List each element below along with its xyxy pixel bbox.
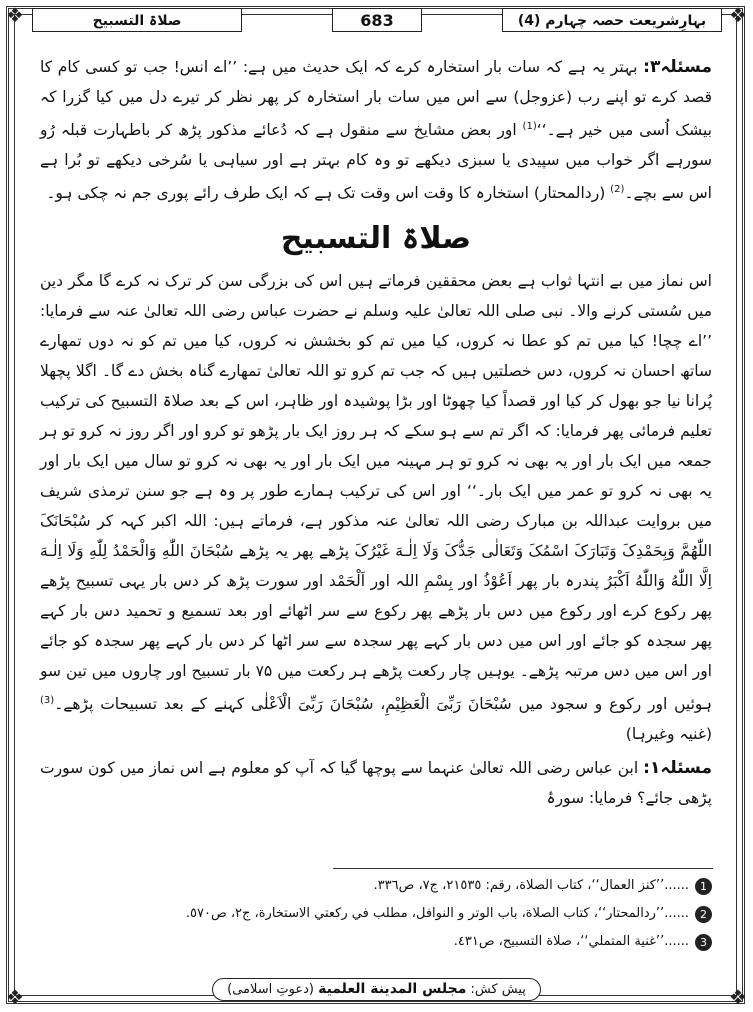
masala-paragraph-3 bbox=[40, 52, 712, 208]
footnote-ref[interactable]: (1) bbox=[522, 121, 537, 132]
corner-ornament-icon: ❖ bbox=[729, 3, 747, 27]
publisher-suffix: (دعوتِ اسلامی) bbox=[227, 982, 314, 997]
footnote-text: ......’’كنز العمال‘‘، كتاب الصلاة، رقم: ٢١٥٣٥، ج٧، ص٣٣٦. bbox=[373, 878, 689, 893]
chapter-title: صلاۃ التسبیح bbox=[32, 8, 242, 32]
footnote-text: ......’’غنية المتملي‘‘، صلاة التسبيح، ص٤٣١. bbox=[453, 934, 689, 949]
masala-label: مسئلہ۳: bbox=[643, 57, 713, 77]
corner-ornament-icon: ❖ bbox=[729, 985, 747, 1009]
corner-ornament-icon: ❖ bbox=[6, 3, 24, 27]
page-body bbox=[40, 52, 712, 813]
paragraph-text: اور بعض مشایخ سے منقول ہے کہ دُعائے مذکور پڑھ کر باطہارت قبلہ رُو سورہے اگر خواب میں سپیدی یا سبزی دیکھے تو وہ کام بہتر ہے اور سیاہی یا سُرخی دیکھے تو بُرا ہے اس سے بچے۔ bbox=[40, 121, 712, 203]
footnote-divider bbox=[333, 868, 713, 869]
footnote-ref[interactable]: (3) bbox=[40, 695, 55, 707]
paragraph-text: بہتر یہ ہے کہ سات بار استخارہ کرے کہ ایک حدیث میں ہے: ’’اے انس! جب تو کسی کام کا قصد کرے تو اپنے رب (عزوجل) سے اس میں سات بار استخارہ کر پھر نظر کر تیرے دل میں کیا گزرا کہ بیشک اُسی میں خیر ہے۔‘‘ bbox=[40, 58, 712, 140]
masala-label: مسئلہ۱: bbox=[643, 758, 712, 779]
masala-paragraph-1 bbox=[40, 753, 712, 813]
page-header bbox=[32, 8, 722, 34]
footnote-item bbox=[40, 928, 712, 956]
page-footer bbox=[0, 978, 753, 1002]
footnote-number: 1 bbox=[695, 878, 712, 895]
publisher-badge bbox=[212, 978, 541, 1001]
paragraph-text: اس نماز میں بے انتہا ثواب ہے بعض محققین فرماتے ہیں اس کی بزرگی سن کر ترک نہ کرے گا مگر دین میں سُستی کرنے والا۔ نبی صلی اللہ تعالیٰ علیہ وسلم نے حضرت عباس رضی اللہ تعالیٰ عنہ سے فرمایا: ’’اے چچا! کیا میں تم کو عطا نہ کروں، کیا میں تم کو بخشش نہ کروں، کیا میں تم کو نہ دوں تمھارے ساتھ احسان نہ کروں، دس خصلتیں ہیں کہ جب تم کرو تو اللہ تعالیٰ تمھارے گناہ بخش دے گا۔ اگلا پچھلا پُرانا نیا جو بھول کر کیا اور قصداً کیا چھوٹا اور بڑا پوشیدہ اور ظاہر، اس کے بعد صلاۃ التسبیح کی ترکیب تعلیم فرمائی پھر فرمایا: کہ اگر تم سے ہو سکے کہ ہر روز ایک بار پڑھو تو کرو اور اگر روز نہ کرو تو ہر جمعہ میں ایک بار اور یہ بھی نہ کرو تو ہر مہینہ میں ایک بار اور یہ بھی نہ کرو تو سال میں ایک بار اور یہ بھی نہ کرو تو عمر میں ایک بار۔‘‘ اور اس کی ترکیب ہمارے طور پر وہ ہے جو سنن ترمذی شریف میں بروایت عبداللہ بن مبارک رضی اللہ تعالیٰ عنہ مذکور ہے، فرماتے ہیں: اللہ اکبر کہہ کر سُبْحَانَکَ اللّٰھُمَّ وَبِحَمْدِکَ وَتَبَارَکَ اسْمُکَ وَتَعَالٰی جَدُّکَ وَلَا اِلٰـهَ غَیْرُکَ پڑھے پھر یہ پڑھے سُبْحَانَ اللّٰهِ وَالْحَمْدُ لِلّٰهِ وَلَا اِلٰـهَ اِلَّا اللّٰهُ وَاللّٰهُ اَکْبَرُ پندرہ بار پھر اَعُوْذُ اور بِسْمِ اللہ اور اَلْحَمْد اور سورت پڑھ کر دس بار یہی تسبیح پڑھے پھر رکوع کرے اور رکوع میں دس بار پڑھے پھر رکوع سے سر اٹھائے اور بعد تسمیع و تحمید دس بار کہے پھر سجدہ کو جائے اور اس میں دس بار کہے پھر سجدہ سے سر اٹھا کر دس بار کہے پھر سجدہ کو جائے اور اس میں دس مرتبہ پڑھے۔ یوہیں چار رکعت پڑھے ہر رکعت میں ۷۵ بار تسبیح اور چاروں میں تین سو ہوئیں اور رکوع و سجود میں سُبْحَانَ رَبِّیَ الْعَظِیْمِ، سُبْحَانَ رَبِّیَ الْاَعْلٰی کہنے کے بعد تسبیحات پڑھے۔ bbox=[40, 272, 712, 714]
footnote-ref[interactable]: (2) bbox=[610, 184, 625, 196]
publisher-name: مجلس المدينة العلمية bbox=[318, 981, 467, 997]
paragraph-text: ابن عباس رضی اللہ تعالیٰ عنہما سے پوچھا گیا کہ آپ کو معلوم ہے اس نماز میں کون سورت پڑھی جائے؟ فرمایا: سورۂ bbox=[40, 759, 712, 808]
book-title: بہارِشریعت حصہ چہارم (4) bbox=[502, 8, 722, 32]
footnote-item bbox=[40, 872, 712, 900]
footer-prefix: پیش کش: bbox=[470, 982, 526, 997]
footnote-number: 3 bbox=[695, 934, 712, 951]
corner-ornament-icon: ❖ bbox=[6, 985, 24, 1009]
paragraph-text: (غنیہ وغیرہا) bbox=[625, 725, 712, 744]
footnotes bbox=[40, 872, 712, 956]
salat-tasbih-paragraph bbox=[40, 266, 712, 749]
paragraph-text: (ردالمحتار) استخارہ کا وقت اس وقت تک ہے کہ ایک طرف رائے پوری جم نہ چکی ہو۔ bbox=[46, 184, 611, 203]
footnote-number: 2 bbox=[695, 906, 712, 923]
section-heading: صلاۃ التسبیح bbox=[280, 221, 472, 257]
footnote-item bbox=[40, 900, 712, 928]
page-number: 683 bbox=[332, 8, 422, 32]
footnote-text: ......’’ردالمحتار‘‘، كتاب الصلاة، باب الوتر و النوافل، مطلب في ركعتي الاستخارة، ج٢، ص٥٧٠. bbox=[185, 906, 689, 921]
